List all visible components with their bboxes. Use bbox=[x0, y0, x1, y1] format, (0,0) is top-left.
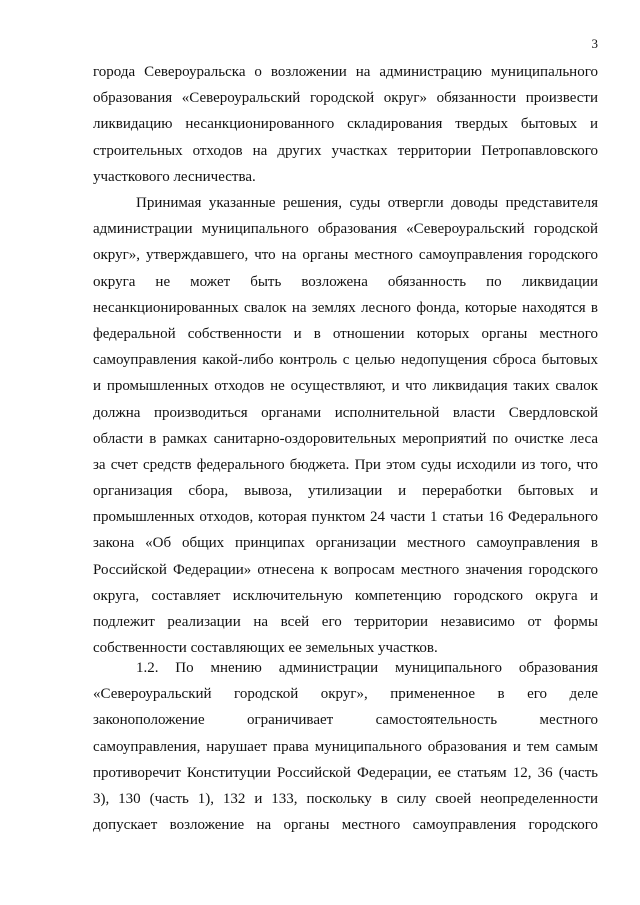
text-line: строительных отходов на других участках территории Петропавловского bbox=[93, 142, 598, 159]
text-line: противоречит Конституции Российской Федерации, ее статьям 12, 36 (часть bbox=[93, 764, 598, 781]
text-line: собственности составляющих ее земельных участков. bbox=[93, 640, 438, 657]
text-line: ликвидацию несанкционированного складирования твердых бытовых и bbox=[93, 116, 598, 133]
text-line: самоуправления какой-либо контроль с целью недопущения сброса бытовых bbox=[93, 352, 598, 369]
text-line: участкового лесничества. bbox=[93, 168, 256, 185]
text-line: 3), 130 (часть 1), 132 и 133, поскольку в силу своей неопределенности bbox=[93, 790, 598, 807]
text-line: подлежит реализации на всей его территории независимо от формы bbox=[93, 614, 598, 630]
text-line: допускает возложение на органы местного самоуправления городского bbox=[93, 817, 598, 834]
text-line: закона «Об общих принципах организации местного самоуправления в bbox=[93, 535, 598, 552]
text-line: несанкционированных свалок на землях лесного фонда, которые находятся в bbox=[93, 299, 598, 316]
paragraph-court-decisions bbox=[93, 190, 598, 661]
text-line: организация сбора, вывоза, утилизации и переработки бытовых и bbox=[93, 483, 598, 500]
text-line: администрации муниципального образования «Североуральский городской bbox=[93, 221, 598, 238]
text-line: округа, составляет исключительную компетенцию городского округа и bbox=[93, 587, 598, 604]
text-line: законоположение ограничивает самостоятельность местного bbox=[93, 712, 598, 729]
text-line: округа не может быть возложена обязанность по ликвидации bbox=[93, 273, 598, 290]
text-line: промышленных отходов, которая пунктом 24 части 1 статьи 16 Федерального bbox=[93, 509, 598, 526]
text-line: округ», утверждавшего, что на органы местного самоуправления городского bbox=[93, 247, 598, 264]
text-line: и промышленных отходов не осуществляют, и что ликвидация таких свалок bbox=[93, 378, 598, 395]
text-line: «Североуральский городской округ», примененное в его деле bbox=[93, 686, 598, 703]
text-line: Принимая указанные решения, суды отвергли доводы представителя bbox=[136, 195, 598, 211]
paragraph-section-1-2 bbox=[93, 655, 598, 838]
text-line: 1.2. По мнению администрации муниципального образования bbox=[136, 660, 598, 676]
text-line: за счет средств федерального бюджета. При этом суды исходили из того, что bbox=[93, 456, 598, 473]
text-line: образования «Североуральский городской округ» обязанности произвести bbox=[93, 90, 598, 107]
text-line: города Североуральска о возложении на администрацию муниципального bbox=[93, 64, 598, 80]
page-number: 3 bbox=[591, 36, 598, 51]
paragraph-continuation bbox=[93, 59, 598, 190]
text-line: Российской Федерации» отнесена к вопросам местного значения городского bbox=[93, 561, 598, 578]
text-line: самоуправления, нарушает права муниципального образования и тем самым bbox=[93, 738, 598, 755]
text-line: федеральной собственности и в отношении которых органы местного bbox=[93, 325, 598, 342]
text-line: области в рамках санитарно-оздоровительных мероприятий по очистке леса bbox=[93, 430, 598, 447]
text-line: должна производиться органами исполнительной власти Свердловской bbox=[93, 404, 598, 421]
